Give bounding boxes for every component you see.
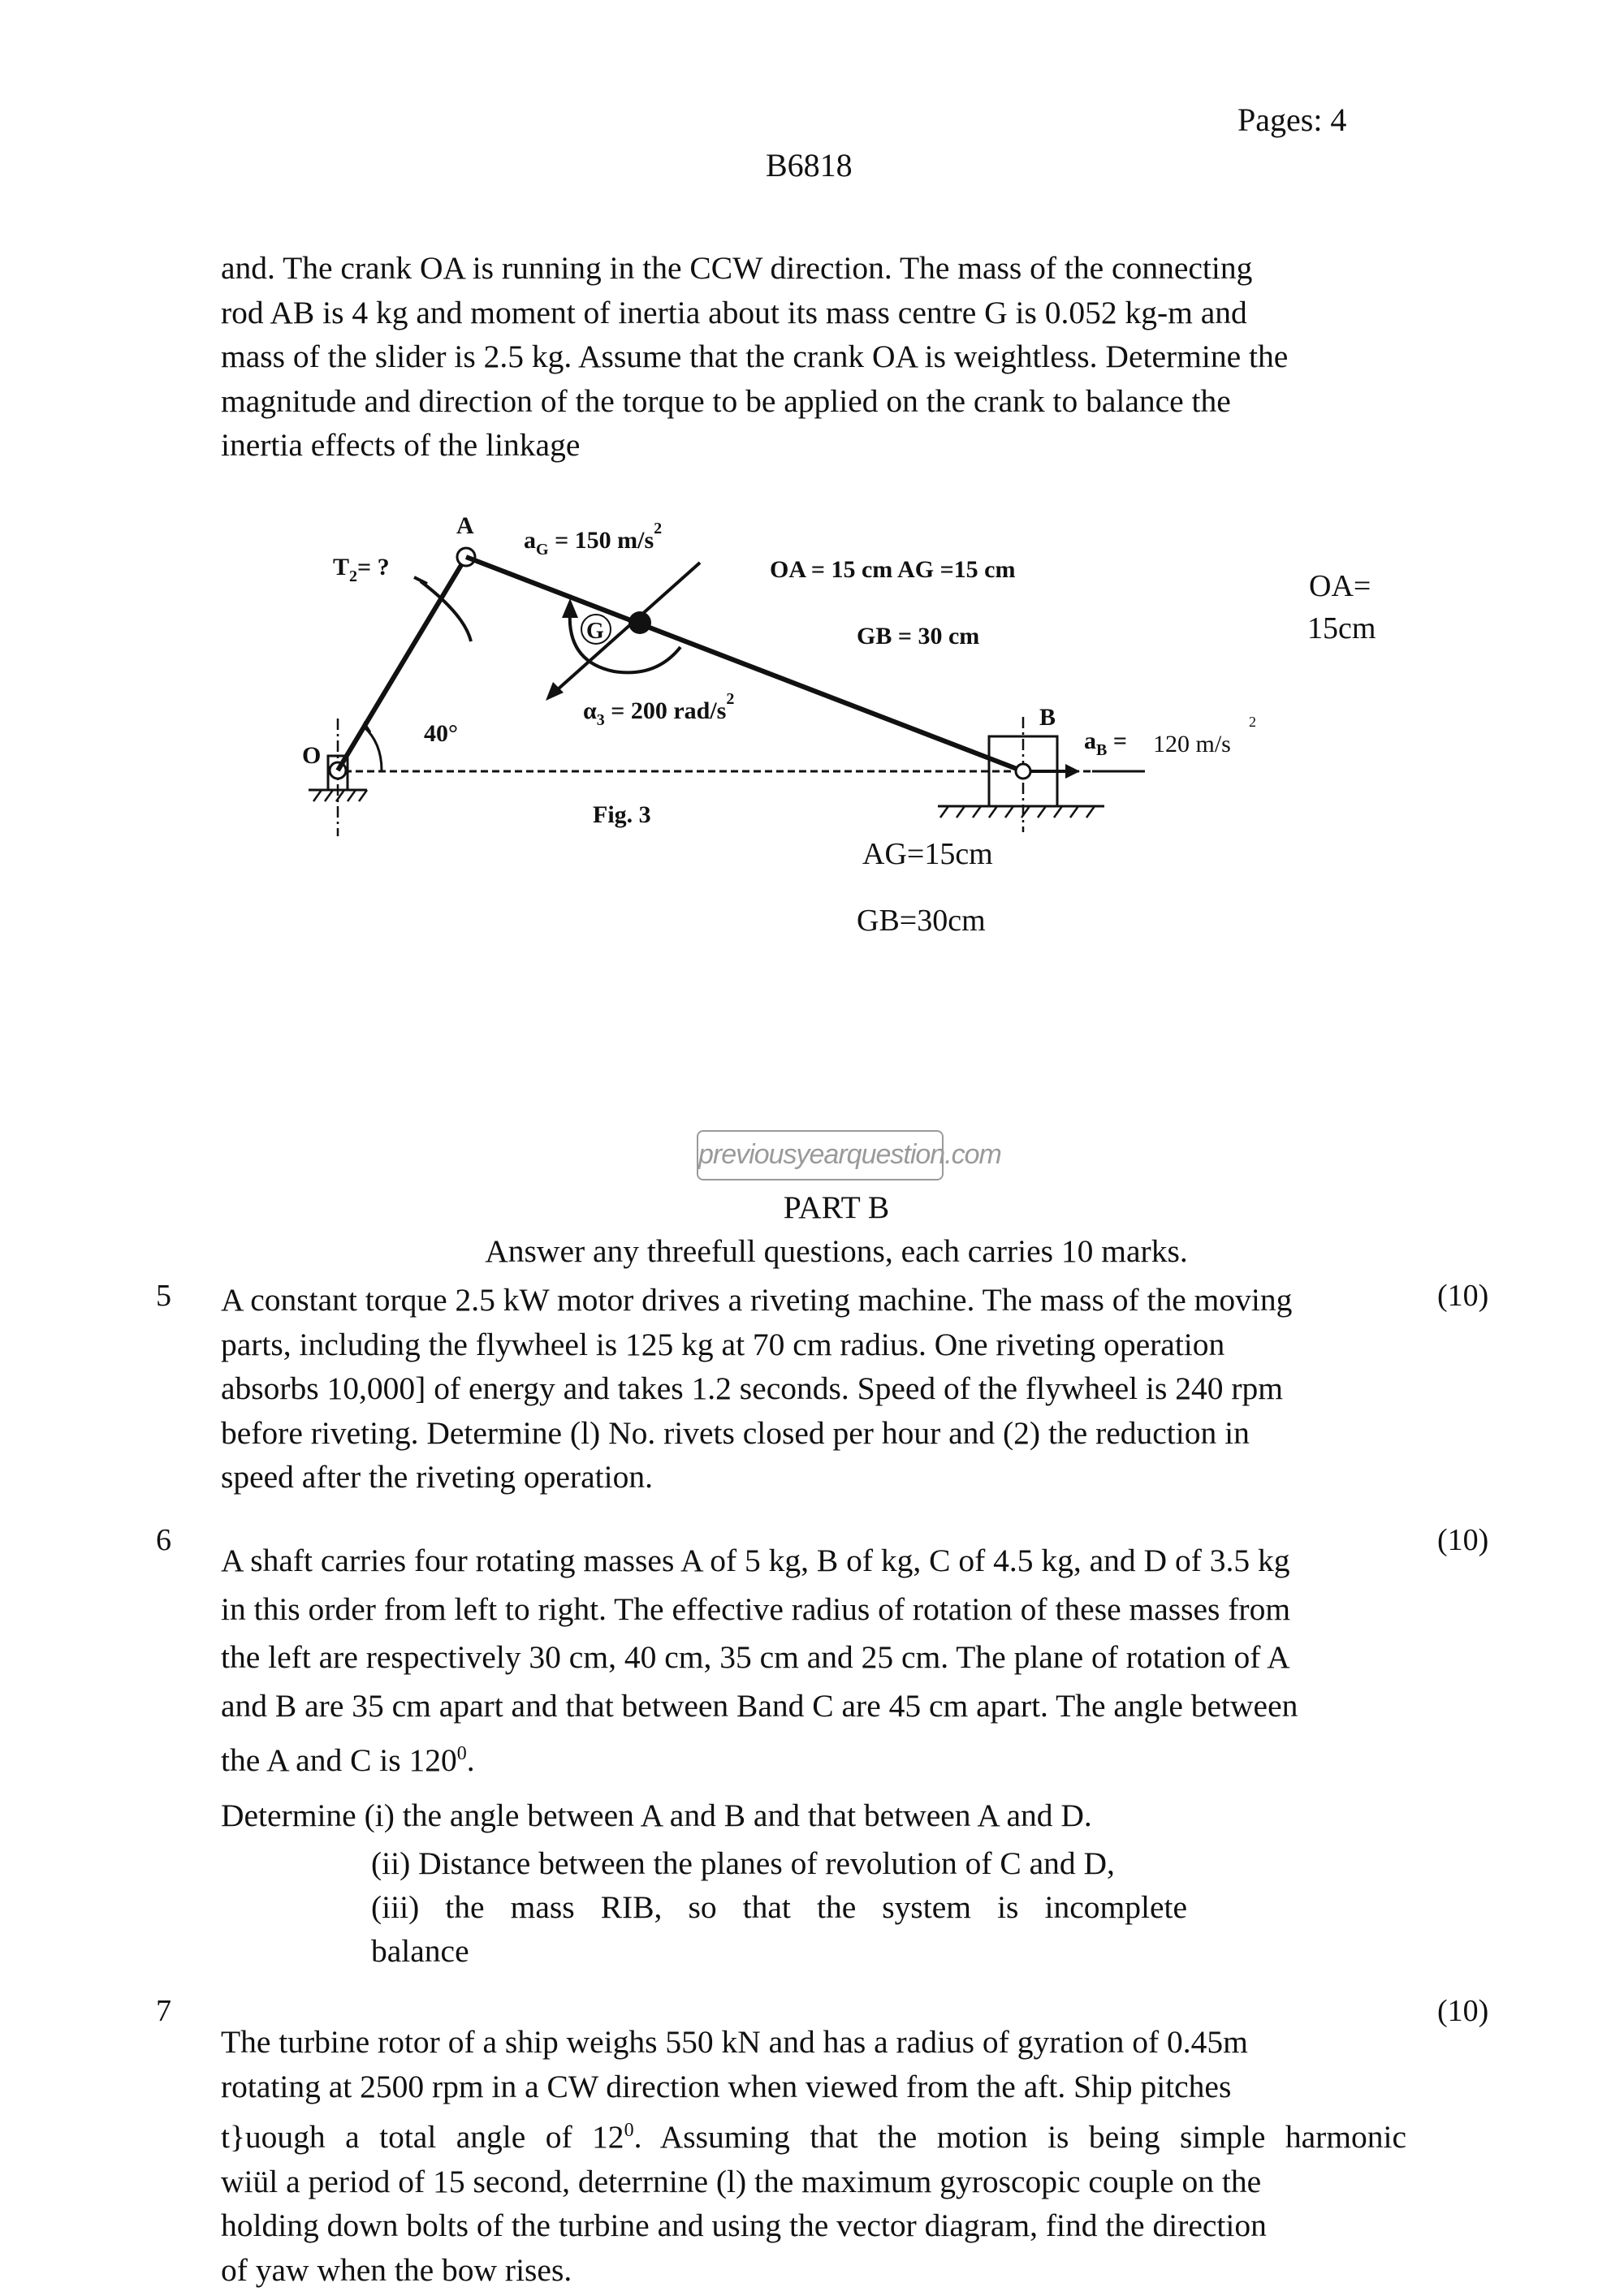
sub-item: (ii) Distance between the planes of revolution of C and D, [371,1845,1115,1881]
text-line: rotating at 2500 rpm in a CW direction when viewed from the aft. Ship pitches [221,2068,1232,2104]
label-ab: $a_B$ = [1084,727,1127,759]
text-line [221,2108,1406,2160]
label-ab-value: 120 m/s [1153,731,1231,757]
text-line: holding down bolts of the turbine and using the vector diagram, find the direction [221,2208,1267,2244]
part-b-instruction: Answer any threefull questions, each carries 10 marks. [485,1233,1188,1269]
label-dimensions-1: OA = 15 cm AG =15 cm [770,556,1016,583]
text-line: wiül a period of 15 second, deterrnine (l) the maximum gyroscopic couple on the [221,2163,1262,2199]
ground-hatch-b [940,806,1095,818]
label-a: A [456,512,474,539]
paper-code: B6818 [766,147,853,183]
text-line: in this order from left to right. The effective radius of rotation of these masses from [221,1590,1291,1627]
text-fragment: the A and C is 120 [221,1742,457,1779]
question-text [221,1278,1406,1500]
text-line: parts, including the flywheel is 125 kg at 70 cm radius. One riveting operation [221,1326,1225,1362]
text-line: of yaw when the bow rises. [221,2251,572,2288]
label-t2: $T_2=$ ? [333,554,390,585]
watermark: previousyearquestion.com [697,1130,944,1180]
determine-line: Determine (i) the angle between A and B and that between A and D. [221,1798,1092,1833]
part-b-title: PART B [783,1189,890,1225]
ground-hatch-o [313,790,367,801]
acceleration-ag-arrow [551,563,700,696]
question-number: 7 [156,1994,171,2028]
text-line: rod AB is 4 kg and moment of inertia about its mass centre G is 0.052 kg-m and [221,294,1247,330]
side-note-oa-value: 15cm [1307,611,1376,645]
slider-crank-figure [284,499,1356,954]
question-marks: (10) [1437,1994,1489,2028]
side-note-oa: OA= [1309,569,1371,603]
note-gb: GB=30cm [857,904,986,938]
acceleration-ab-head [1065,764,1080,779]
connecting-rod-ab [466,557,1023,771]
text-line: and. The crank OA is running in the CCW direction. The mass of the connecting [221,250,1253,286]
text-fragment: t}uough a total angle of 12 [221,2119,624,2156]
text-line: A shaft carries four rotating masses A of 5 kg, B of kg, C of 4.5 kg, and D of 3.5 kg [221,1543,1290,1578]
text-fragment: . Assuming that the motion is being simple harmonic [633,2119,1406,2156]
sub-item: balance [371,1933,469,1969]
question-marks: (10) [1437,1523,1489,1557]
degree-sup: 0 [456,1743,467,1764]
label-dimensions-2: GB = 30 cm [857,623,980,650]
question-text [221,1537,1406,1785]
text-line: the left are respectively 30 cm, 40 cm, 35 cm and 25 cm. The plane of rotation of A [221,1639,1290,1675]
question-text [221,2020,1406,2292]
label-angle: 40° [424,720,458,747]
text-line: The turbine rotor of a ship weighs 550 kN and has a radius of gyration of 0.45m [221,2024,1248,2060]
text-line [221,1730,1406,1785]
question-number: 6 [156,1523,171,1557]
label-ag: $a_G = 150$ $m/s^2$ [524,520,663,559]
text-line: magnitude and direction of the torque to be applied on the crank to balance the [221,382,1231,419]
text-line: absorbs 10,000] of energy and takes 1.2 seconds. Speed of the flywheel is 240 rpm [221,1370,1283,1406]
question-continuation [221,246,1406,468]
figure-caption: Fig. 3 [593,801,651,828]
text-line: before riveting. Determine (l) No. rivets closed per hour and (2) the reduction in [221,1414,1250,1451]
sub-item: (iii) the mass RIB, so that the system is incomplete [371,1889,1187,1925]
sub-items [371,1841,1187,1973]
text-line: A constant torque 2.5 kW motor drives a riveting machine. The mass of the moving [221,1282,1293,1318]
page-count: Pages: 4 [1237,101,1347,138]
pin-b [1016,764,1030,779]
note-ag: AG=15cm [862,837,993,871]
label-ab-sup: 2 [1249,714,1256,730]
text-line: inertia effects of the linkage [221,427,581,463]
label-o: O [302,742,322,769]
question-marks: (10) [1437,1279,1489,1313]
text-line: speed after the riveting operation. [221,1459,653,1495]
label-b: B [1039,704,1056,731]
angle-arc [364,727,382,770]
question-number: 5 [156,1279,171,1313]
text-line: and B are 35 cm apart and that between Band C are 45 cm apart. The angle between [221,1687,1298,1724]
label-alpha: $\alpha_3 = 200$ rad/$s^2$ [583,690,735,729]
text-fragment: . [466,1742,475,1779]
degree-sup: 0 [624,2120,634,2141]
label-g: G [586,619,604,644]
text-line: mass of the slider is 2.5 kg. Assume that the crank OA is weightless. Determine the [221,339,1289,374]
